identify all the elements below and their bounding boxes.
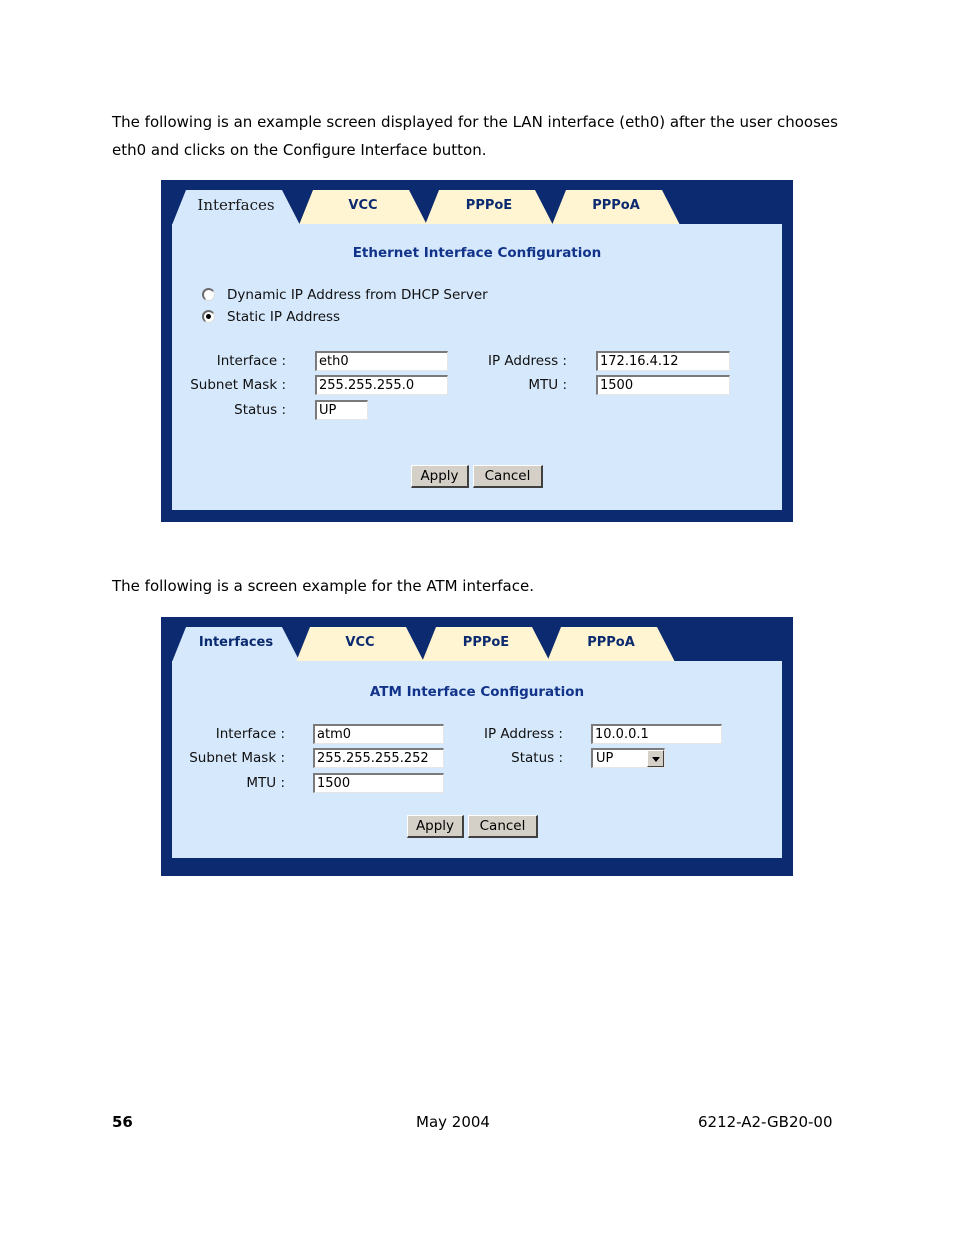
cancel-button[interactable]: Cancel <box>473 465 543 488</box>
atm-config-screen <box>161 617 793 876</box>
page-number: 56 <box>112 1113 133 1131</box>
tab-interfaces[interactable] <box>172 627 300 662</box>
mtu-field[interactable]: 1500 <box>596 375 730 395</box>
form-title: Ethernet Interface Configuration <box>352 245 602 261</box>
static-ip-radio[interactable] <box>202 310 215 323</box>
dynamic-ip-label: Dynamic IP Address from DHCP Server <box>227 287 488 303</box>
ip-address-label: IP Address : <box>483 726 563 742</box>
interface-field[interactable]: eth0 <box>315 351 448 371</box>
subnet-mask-field[interactable]: 255.255.255.0 <box>315 375 448 395</box>
tab-label: PPPoA <box>592 198 640 213</box>
status-label: Status : <box>234 402 286 418</box>
subnet-mask-label: Subnet Mask : <box>190 377 286 393</box>
tab-label: PPPoE <box>462 635 510 650</box>
atm-intro-paragraph: The following is a screen example for the ATM interface. <box>112 577 534 595</box>
tab-label: Interfaces <box>198 635 274 650</box>
tab-vcc[interactable] <box>296 627 424 662</box>
atm-form-area <box>172 661 782 858</box>
ip-address-label: IP Address : <box>487 353 567 369</box>
subnet-mask-label: Subnet Mask : <box>189 750 285 766</box>
ip-address-field[interactable]: 172.16.4.12 <box>596 351 730 371</box>
ethernet-form-area <box>172 224 782 510</box>
tab-label: Interfaces <box>197 196 275 214</box>
intro-paragraph: The following is an example screen displayed for the LAN interface (eth0) after the user chooses eth0 and clicks on the Configure Interface button. <box>112 113 838 159</box>
tab-vcc[interactable] <box>299 190 427 225</box>
tab-pppoe[interactable] <box>425 190 553 225</box>
static-ip-label: Static IP Address <box>227 309 341 325</box>
interface-label: Interface : <box>216 353 286 369</box>
dropdown-arrow-icon[interactable] <box>647 750 664 767</box>
dynamic-ip-radio[interactable] <box>202 288 215 301</box>
mtu-field[interactable]: 1500 <box>313 773 444 793</box>
cancel-button[interactable]: Cancel <box>468 815 538 838</box>
footer-date: May 2004 <box>416 1113 490 1131</box>
status-field[interactable]: UP <box>315 400 368 420</box>
tab-label: VCC <box>348 198 378 213</box>
mtu-label: MTU : <box>246 775 285 791</box>
ip-address-field[interactable]: 10.0.0.1 <box>591 724 722 744</box>
tab-interfaces[interactable] <box>172 190 300 225</box>
interface-label: Interface : <box>215 726 285 742</box>
status-select[interactable] <box>591 748 665 768</box>
form-title: ATM Interface Configuration <box>369 684 585 700</box>
tab-pppoe[interactable] <box>422 627 550 662</box>
ethernet-config-screen <box>161 180 793 522</box>
subnet-mask-field[interactable]: 255.255.255.252 <box>313 748 444 768</box>
tab-pppoa[interactable] <box>547 627 675 662</box>
tab-label: VCC <box>345 635 375 650</box>
status-select-value: UP <box>596 751 614 766</box>
interface-field[interactable]: atm0 <box>313 724 444 744</box>
document-id: 6212-A2-GB20-00 <box>698 1113 833 1131</box>
tab-label: PPPoE <box>465 198 513 213</box>
tab-pppoa[interactable] <box>552 190 680 225</box>
apply-button[interactable]: Apply <box>411 465 469 488</box>
mtu-label: MTU : <box>528 377 567 393</box>
apply-button[interactable]: Apply <box>407 815 464 838</box>
tab-label: PPPoA <box>587 635 635 650</box>
status-label: Status : <box>511 750 563 766</box>
